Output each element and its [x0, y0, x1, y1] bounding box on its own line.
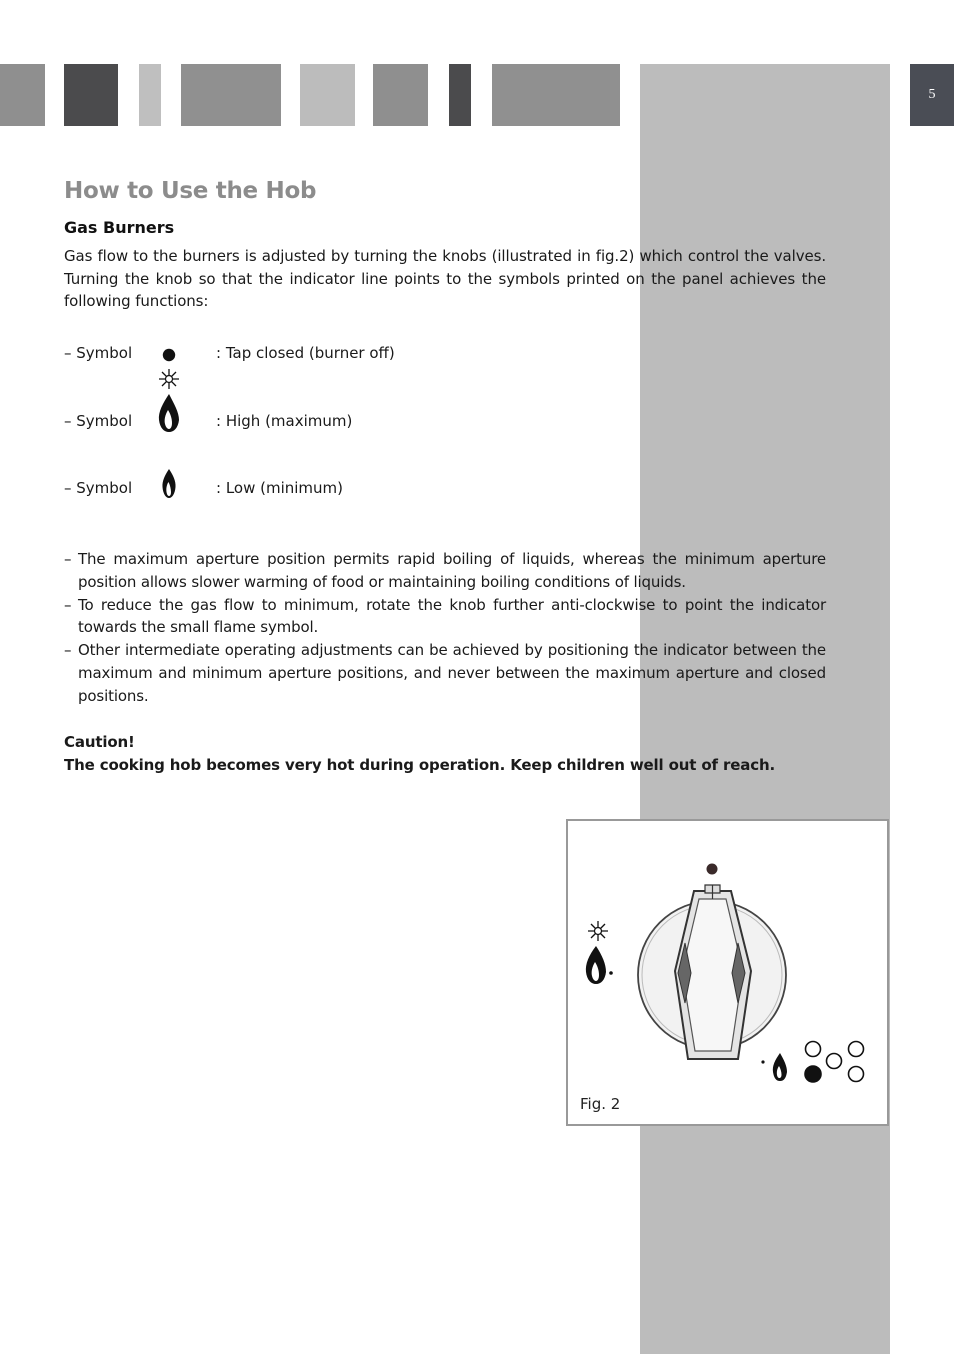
bullet-text: Other intermediate operating adjustments can be achieved by positioning the indicator between the maximum and minimum aperture positions, and never between the maximum aperture and closed positions.: [78, 641, 826, 705]
bullet-dash: –: [64, 550, 72, 568]
intro-paragraph: Gas flow to the burners is adjusted by turning the knobs (illustrated in fig.2) which control the valves. Turning the knob so that the indicator line points to the symbols printed on the panel achieves the following functions:: [64, 247, 826, 310]
bullet-dash: –: [64, 641, 72, 660]
header-block: [300, 64, 355, 126]
caution-text: The cooking hob becomes very hot during operation. Keep children well out of reach.: [64, 755, 776, 774]
bullet-text: The maximum aperture position permits rapid boiling of liquids, whereas the minimum aperture position allows slower warming of food or maintaining boiling conditions of liquids.: [78, 550, 826, 591]
page-number: 5: [910, 64, 954, 126]
figure-caption: Fig. 2: [580, 1095, 621, 1113]
figure-knob: [566, 819, 889, 1126]
caution-block: [64, 731, 844, 776]
bullet-dash: –: [64, 595, 72, 614]
list-item: [64, 639, 826, 707]
bullet-text: To reduce the gas flow to minimum, rotate the knob further anti-clockwise to point the indicator towards the small flame symbol.: [78, 595, 826, 637]
page-title: How to Use the Hob: [64, 178, 317, 204]
header-block: [139, 64, 161, 126]
caution-title: Caution!: [64, 733, 135, 751]
header-block: [373, 64, 428, 126]
knob-illustration: [568, 821, 887, 1091]
symbol-label: – Symbol: [64, 412, 133, 430]
bullet-list: [64, 548, 826, 708]
header-block: [449, 64, 471, 126]
symbol-label: – Symbol: [64, 344, 133, 362]
header-block: [181, 64, 281, 126]
section-heading: Gas Burners: [64, 218, 175, 237]
symbol-description: : Low (minimum): [216, 479, 344, 497]
symbol-description: : Tap closed (burner off): [216, 344, 395, 362]
symbol-label: – Symbol: [64, 479, 133, 497]
main-content: [64, 178, 826, 313]
small-flame-icon: [160, 468, 178, 504]
list-item: [64, 594, 826, 640]
large-flame-spark-icon: [154, 366, 184, 438]
header-block: [64, 64, 118, 126]
header-block: [0, 64, 45, 126]
header-block: [492, 64, 620, 126]
filled-dot-icon: [162, 348, 176, 366]
symbol-description: : High (maximum): [216, 412, 353, 430]
list-item: [64, 548, 826, 594]
